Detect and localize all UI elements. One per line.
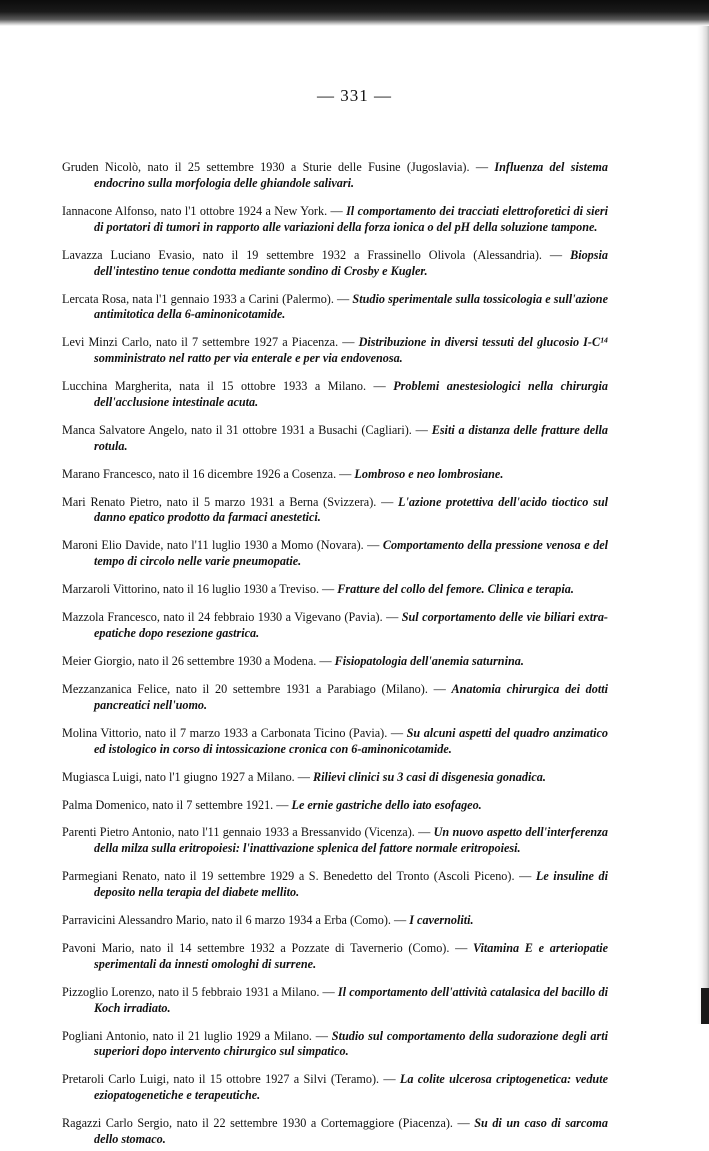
list-item	[62, 654, 608, 670]
page-number: — 331 —	[317, 86, 392, 105]
list-item	[62, 1072, 608, 1104]
entry-person: Parmegiani Renato, nato il 19 settembre 1929 a S. Benedetto del Tronto (Ascoli Piceno). —	[62, 869, 532, 884]
list-item	[62, 379, 608, 411]
entry-title: Problemi anestesiologici nella chirurgia dell'acclusione intestinale acuta.	[94, 379, 609, 409]
list-item	[62, 160, 608, 192]
entry-title: Il comportamento dei tracciati elettroforetici di sieri di portatori di tumori in rapporto alle variazioni della forza ionica o del pH della soluzione tampone.	[94, 203, 608, 234]
entry-title: Sul corportamento delle vie biliari extra-epatiche dopo resezione gastrica.	[94, 610, 608, 640]
entry-title: Comportamento della pressione venosa e del tempo di circolo nelle varie pneumopatie.	[94, 538, 608, 569]
entry-person: Palma Domenico, nato il 7 settembre 1921. —	[62, 797, 289, 812]
list-item	[62, 538, 608, 570]
list-item	[62, 770, 608, 786]
list-item	[62, 335, 608, 367]
entry-person: Lercata Rosa, nata l'1 gennaio 1933 a Carini (Palermo). —	[62, 291, 350, 306]
entry-title: Un nuovo aspetto dell'interferenza della milza sulla eritropoiesi: l'inattivazione splenica del fattore normale eritropoiesi.	[94, 825, 608, 856]
list-item	[62, 1116, 608, 1148]
list-item	[62, 941, 608, 973]
entry-person: Marzaroli Vittorino, nato il 16 luglio 1930 a Treviso. —	[62, 582, 335, 597]
entry-person: Parenti Pietro Antonio, nato l'11 gennaio 1933 a Bressanvido (Vicenza). —	[62, 825, 431, 840]
entry-person: Maroni Elio Davide, nato l'11 luglio 1930 a Momo (Novara). —	[62, 538, 380, 553]
entry-title: Influenza del sistema endocrino sulla morfologia delle ghiandole salivari.	[94, 160, 608, 190]
entry-title: Su di un caso di sarcoma dello stomaco.	[94, 1116, 608, 1146]
list-item	[62, 682, 608, 714]
list-item	[62, 582, 608, 598]
entry-person: Mugiasca Luigi, nato l'1 giugno 1927 a Milano. —	[62, 769, 310, 784]
entry-person: Molina Vittorio, nato il 7 marzo 1933 a Carbonata Ticino (Pavia). —	[62, 725, 403, 740]
entry-person: Mezzanzanica Felice, nato il 20 settembre 1931 a Parabiago (Milano). —	[62, 681, 446, 696]
list-item	[62, 798, 608, 814]
entry-title: Le insuline di deposito nella terapia del diabete mellito.	[94, 869, 609, 900]
entry-title: Studio sperimentale sulla tossicologia e sull'azione antimitotica della 6-aminonicotamide.	[94, 291, 608, 322]
entry-person: Ragazzi Carlo Sergio, nato il 22 settembre 1930 a Cortemaggiore (Piacenza). —	[62, 1116, 470, 1131]
entry-title: Fratture del collo del femore. Clinica e terapia.	[337, 582, 574, 597]
entry-person: Lucchina Margherita, nata il 15 ottobre 1933 a Milano. —	[62, 379, 386, 394]
entry-title: Il comportamento dell'attività catalasica del bacillo di Koch irradiato.	[94, 984, 608, 1015]
entry-title: Su alcuni aspetti del quadro anzimatico ed istologico in corso di intossicazione cronica con 6-aminonicotamide.	[94, 725, 608, 756]
entry-person: Pavoni Mario, nato il 14 settembre 1932 a Pozzate di Tavernerio (Como). —	[62, 941, 468, 956]
entry-title: Fisiopatologia dell'anemia saturnina.	[334, 653, 524, 668]
entry-title: I cavernoliti.	[409, 913, 474, 928]
entry-person: Gruden Nicolò, nato il 25 settembre 1930 a Sturie delle Fusine (Jugoslavia). —	[62, 160, 489, 175]
entry-title: Biopsia dell'intestino tenue condotta mediante sondino di Crosby e Kugler.	[94, 247, 609, 278]
list-item	[62, 1029, 608, 1061]
list-item	[62, 467, 608, 483]
entry-person: Mari Renato Pietro, nato il 5 marzo 1931 a Berna (Svizzera). —	[62, 494, 394, 509]
entry-person: Marano Francesco, nato il 16 dicembre 1926 a Cosenza. —	[62, 466, 352, 481]
entry-title: Le ernie gastriche dello iato esofageo.	[291, 797, 482, 812]
entry-title: L'azione protettiva dell'acido tioctico sul danno epatico prodotto da farmaci anestetici.	[94, 494, 608, 525]
entry-person: Lavazza Luciano Evasio, nato il 19 settembre 1932 a Frassinello Olivola (Alessandria). —	[62, 247, 563, 262]
list-item	[62, 204, 608, 236]
entry-title: Lombroso e neo lombrosiane.	[354, 466, 504, 481]
list-item	[62, 423, 608, 455]
entry-title: Vitamina E e arteriopatie sperimentali da innesti omologhi di surrene.	[94, 941, 609, 971]
entry-title: Anatomia chirurgica dei dotti pancreatici nell'uomo.	[94, 681, 609, 712]
entry-person: Pizzoglio Lorenzo, nato il 5 febbraio 1931 a Milano. —	[62, 984, 335, 999]
entry-person: Parravicini Alessandro Mario, nato il 6 marzo 1934 a Erba (Como). —	[62, 913, 407, 928]
list-item	[62, 248, 608, 280]
entry-title: Distribuzione in diversi tessuti del glucosio I-C¹⁴ somministrato nel ratto per via enterale e per via endovenosa.	[94, 335, 609, 366]
list-item	[62, 869, 608, 901]
entry-person: Meier Giorgio, nato il 26 settembre 1930 a Modena. —	[62, 653, 332, 668]
thesis-list	[62, 148, 608, 1151]
list-item	[62, 292, 608, 324]
list-item	[62, 825, 608, 857]
list-item	[62, 495, 608, 527]
entry-person: Pretaroli Carlo Luigi, nato il 15 ottobre 1927 a Silvi (Teramo). —	[62, 1072, 396, 1087]
entry-title: Studio sul comportamento della sudorazione degli arti superiori dopo intervento chirurgico sul simpatico.	[94, 1028, 609, 1059]
scan-shadow-top	[0, 0, 709, 26]
entry-person: Mazzola Francesco, nato il 24 febbraio 1930 a Vigevano (Pavia). —	[62, 610, 399, 625]
entry-title: La colite ulcerosa criptogenetica: vedute eziopatogenetiche e terapeutiche.	[94, 1072, 608, 1103]
entry-title: Esiti a distanza delle fratture della rotula.	[94, 422, 608, 453]
scan-shadow-corner	[701, 988, 709, 1024]
entry-person: Levi Minzi Carlo, nato il 7 settembre 1927 a Piacenza. —	[62, 335, 355, 350]
list-item	[62, 726, 608, 758]
scan-shadow-right	[697, 26, 709, 1024]
list-item	[62, 985, 608, 1017]
entry-title: Rilievi clinici su 3 casi di disgenesia gonadica.	[313, 769, 546, 784]
list-item	[62, 913, 608, 929]
list-item	[62, 610, 608, 642]
entry-person: Pogliani Antonio, nato il 21 luglio 1929 a Milano. —	[62, 1028, 328, 1043]
entry-person: Iannacone Alfonso, nato l'1 ottobre 1924 a New York. —	[62, 203, 343, 218]
entry-person: Manca Salvatore Angelo, nato il 31 ottobre 1931 a Busachi (Cagliari). —	[62, 422, 428, 437]
